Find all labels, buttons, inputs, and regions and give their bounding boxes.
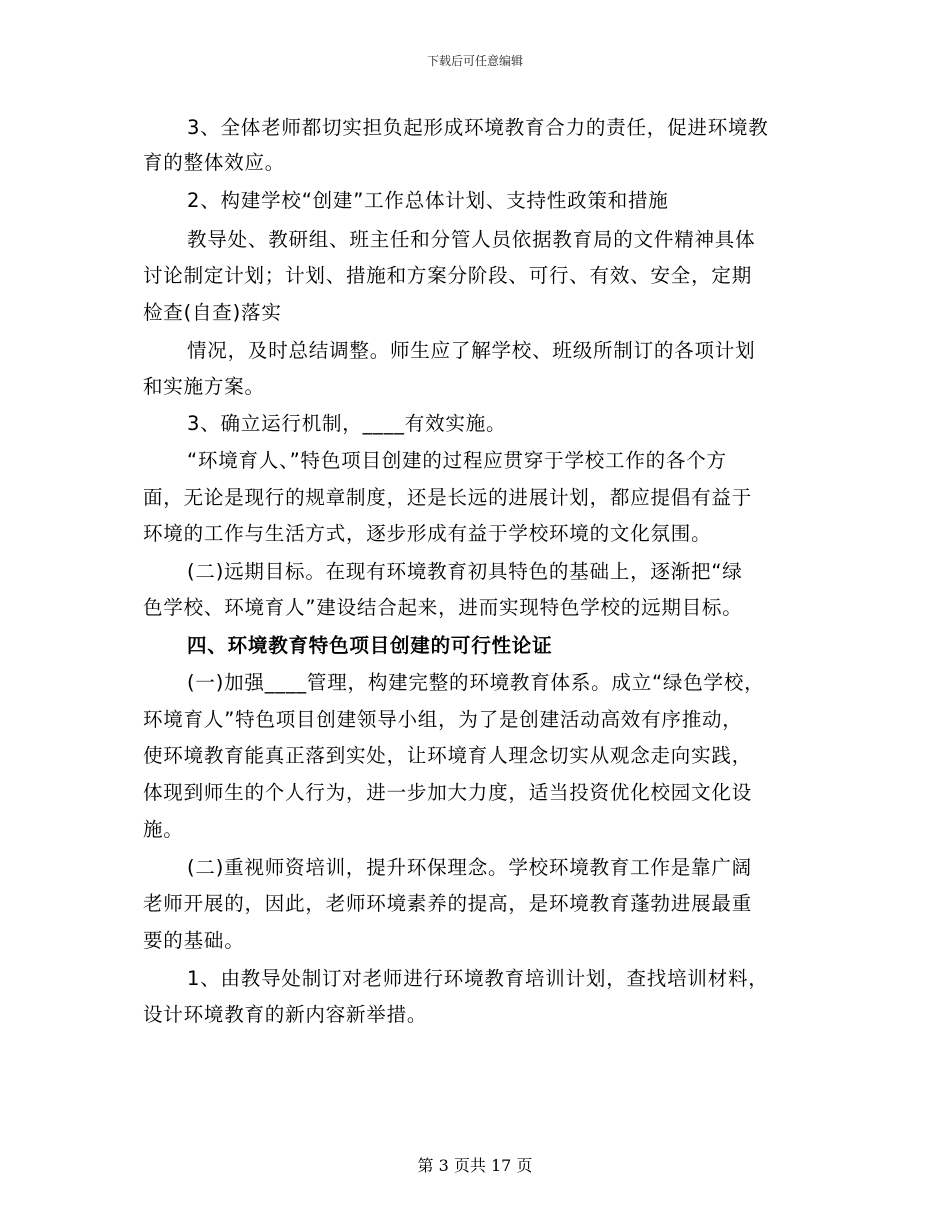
paragraph-line: 使环境教育能真正落到实处，让环境育人理念切实从观念走向实践，	[143, 744, 753, 767]
paragraph-line: 育的整体效应。	[143, 151, 286, 174]
paragraph-line: 环境育人”特色项目创建领导小组，为了是创建活动高效有序推动，	[143, 708, 743, 731]
paragraph-line: 色学校、环境育人”建设结合起来，进而实现特色学校的远期目标。	[143, 596, 743, 619]
paragraph-line: 设计环境教育的新内容新举措。	[143, 1003, 428, 1026]
paragraph-line: 检查(自查)落实	[143, 301, 282, 324]
page-number: 第 3 页共 17 页	[417, 1156, 533, 1175]
paragraph-line: 情况，及时总结调整。师生应了解学校、班级所制订的各项计划	[187, 339, 756, 362]
paragraph-line: 2、构建学校“创建”工作总体计划、支持性政策和措施	[187, 189, 669, 212]
paragraph-line: 施。	[143, 818, 184, 841]
paragraph-line: (二)远期目标。在现有环境教育初具特色的基础上，逐渐把“绿	[187, 560, 743, 583]
paragraph-line: 3、确立运行机制，____有效实施。	[187, 412, 507, 435]
paragraph-line: 老师开展的，因此，老师环境素养的提高，是环境教育蓬勃进展最重	[143, 892, 753, 915]
paragraph-line: (二)重视师资培训，提升环保理念。学校环境教育工作是靠广阔	[187, 856, 752, 879]
section-heading: 四、环境教育特色项目创建的可行性论证	[187, 634, 553, 657]
paragraph-line: 和实施方案。	[143, 375, 265, 398]
page-header: 下载后可任意编辑	[426, 54, 523, 68]
paragraph-line: (一)加强____管理，构建完整的环境教育体系。成立“绿色学校，	[187, 671, 765, 694]
paragraph-line: 讨论制定计划；计划、措施和方案分阶段、可行、有效、安全，定期	[143, 264, 753, 287]
paragraph-line: 1、由教导处制订对老师进行环境教育培训计划，查找培训材料，	[187, 967, 769, 990]
paragraph-line: “环境育人、”特色项目创建的过程应贯穿于学校工作的各个方	[187, 449, 727, 472]
paragraph-line: 环境的工作与生活方式，逐步形成有益于学校环境的文化氛围。	[143, 522, 712, 545]
paragraph-line: 3、全体老师都切实担负起形成环境教育合力的责任，促进环境教	[187, 116, 769, 139]
paragraph-line: 要的基础。	[143, 929, 245, 952]
paragraph-line: 面，无论是现行的规章制度，还是长远的进展计划，都应提倡有益于	[143, 486, 753, 509]
paragraph-line: 体现到师生的个人行为，进一步加大力度，适当投资优化校园文化设	[143, 781, 753, 804]
paragraph-line: 教导处、教研组、班主任和分管人员依据教育局的文件精神具体	[187, 228, 756, 251]
